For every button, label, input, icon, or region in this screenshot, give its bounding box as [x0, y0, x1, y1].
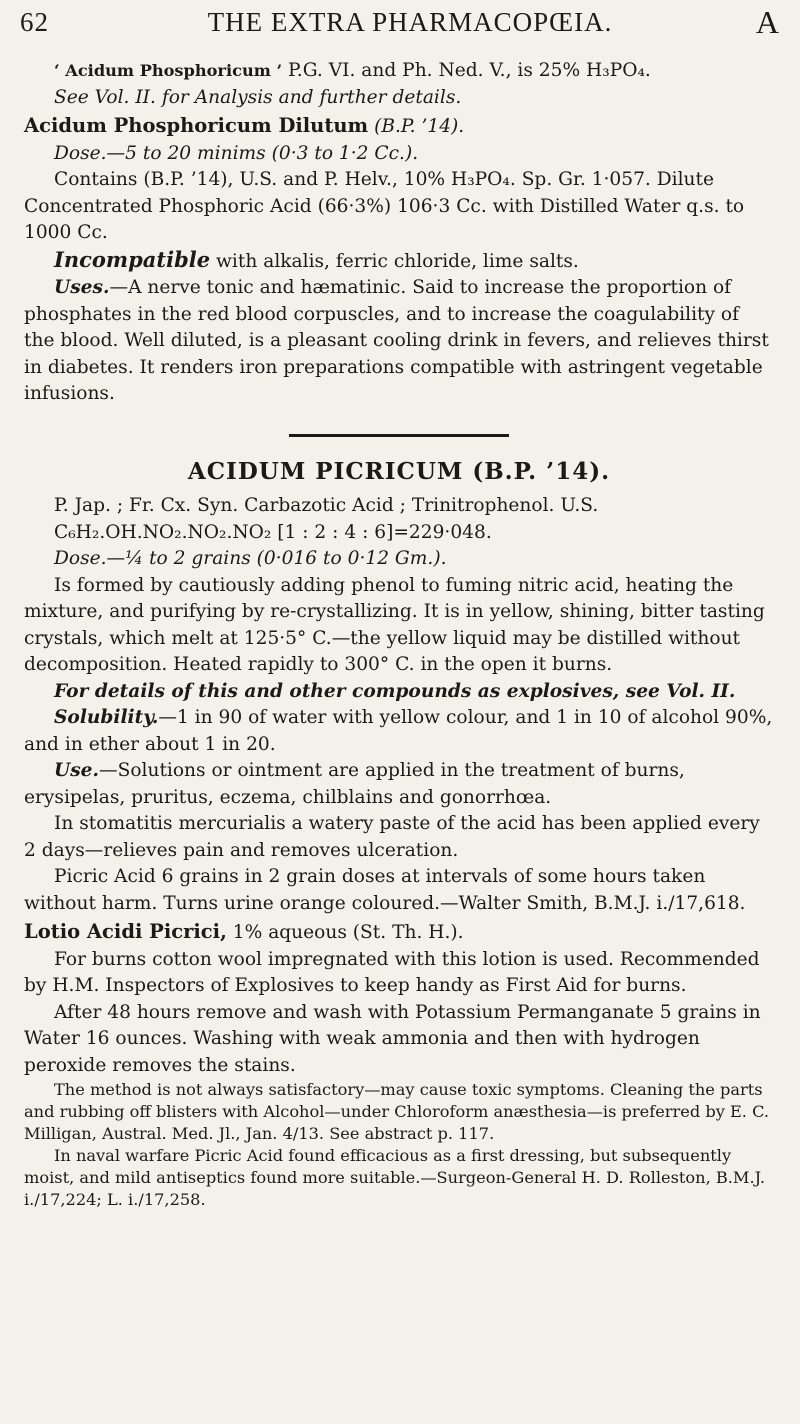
lotio-burns: For burns cotton wool impregnated with this lotion is used. Recommended by H.M. Inspectors of Explosives to keep handy as First Aid for burns.: [24, 948, 760, 996]
acidum-phos-dil-source: (B.P. ’14).: [368, 116, 465, 137]
lotio-text: 1% aqueous (St. Th. H.).: [226, 922, 464, 943]
use-label: Use.: [54, 760, 99, 781]
acidum-phos-dil-title: Acidum Phosphoricum Dilutum: [24, 114, 369, 137]
lotio-heading: [24, 919, 774, 947]
acidum-phos-dil-contains: Contains (B.P. ’14), U.S. and P. Helv., 10% H₃PO₄. Sp. Gr. 1·057. Dilute Concentrated Phosphoric Acid (66·3%) 106·3 Cc. with Distilled Water q.s. to 1000 Cc.: [24, 169, 745, 243]
lotio-method: The method is not always satisfactory—may cause toxic symptoms. Cleaning the parts and rubbing off blisters with Alcohol—under Chloroform anæsthesia—is preferred by E. C. Milligan, Austral. Med. Jl., Jan. 4/13. See abstract p. 117.: [24, 1080, 770, 1143]
acidum-phos-dil-heading: [24, 113, 774, 141]
acidum-phos-see: See Vol. II. for Analysis and further details.: [54, 86, 462, 108]
uses-text: —A nerve tonic and hæmatinic. Said to increase the proportion of phosphates in the red blood corpuscles, and to increase the coagulability of the blood. Well diluted, is a pleasant cooling drink in fevers, and relieves thirst in diabetes. It renders iron preparations compatible with astringent vegetable infusions.: [24, 277, 769, 404]
acidum-picricum-details: For details of this and other compounds as explosives, see Vol. II.: [54, 680, 736, 702]
acidum-picricum-dose: Dose.—¼ to 2 grains (0·016 to 0·12 Gm.).: [54, 548, 447, 569]
running-title: THE EXTRA PHARMACOPŒIA.: [207, 6, 613, 37]
acidum-picricum-solubility: [24, 705, 774, 758]
acidum-picricum-formation: Is formed by cautiously adding phenol to fuming nitric acid, heating the mixture, and purifying by re-crystallizing. It is in yellow, shining, bitter tasting crystals, which melt at 125·5° C.—the yellow liquid may be distilled without decomposition. Heated rapidly to 300° C. in the open it burns.: [24, 574, 765, 675]
use-text: —Solutions or ointment are applied in the treatment of burns, erysipelas, pruritus, eczema, chilblains and gonorrhœa.: [24, 760, 685, 808]
acidum-picricum-heading: ACIDUM PICRICUM (B.P. ’14).: [187, 457, 611, 485]
acidum-phos-text: P.G. VI. and Ph. Ned. V., is 25% H₃PO₄.: [282, 60, 651, 81]
acidum-phos-dil-uses: [24, 275, 774, 408]
section-letter: A: [755, 3, 780, 40]
acidum-phos-name: ‘ Acidum Phosphoricum ’: [54, 61, 283, 80]
lotio-naval: In naval warfare Picric Acid found efficacious as a first dressing, but subsequently moist, and mild antiseptics found more suitable.—Surgeon-General H. D. Rolleston, B.M.J. i./17,224; L. i./17,258.: [24, 1146, 765, 1209]
page-body: [24, 58, 774, 1211]
acidum-picricum-use: [24, 758, 774, 811]
incompatible-text: with alkalis, ferric chloride, lime salts.: [210, 250, 579, 272]
acidum-picricum-synonyms: P. Jap. ; Fr. Cx. Syn. Carbazotic Acid ; Trinitrophenol. U.S.: [54, 495, 599, 516]
uses-label: Uses.: [54, 277, 110, 298]
acidum-picricum-stomatitis: In stomatitis mercurialis a watery paste of the acid has been applied every 2 days—relieves pain and removes ulceration.: [24, 813, 760, 861]
acidum-phos-dil-dose: Dose.—5 to 20 minims (0·3 to 1·2 Cc.).: [54, 142, 419, 164]
solubility-text: —1 in 90 of water with yellow colour, and 1 in 10 of alcohol 90%, and in ether about 1 in 20.: [24, 707, 773, 755]
section-divider: [289, 434, 509, 437]
lotio-after: After 48 hours remove and wash with Potassium Permanganate 5 grains in Water 16 ounces. Washing with weak ammonia and then with hydrogen peroxide removes the stains.: [24, 1001, 761, 1076]
acidum-phos-note: [24, 58, 774, 85]
solubility-label: Solubility.: [54, 707, 159, 728]
acidum-picricum-formula: C₆H₂.OH.NO₂.NO₂.NO₂ [1 : 2 : 4 : 6]=229·048.: [54, 521, 492, 543]
acidum-picricum-picric-dose: Picric Acid 6 grains in 2 grain doses at intervals of some hours taken without harm. Turns urine orange coloured.—Walter Smith, B.M.J. i./17,618.: [24, 866, 746, 914]
lotio-title: Lotio Acidi Picrici,: [24, 920, 227, 943]
page-number: 62: [20, 6, 49, 37]
page-header: [20, 2, 780, 42]
incompatible-label: Incompatible: [54, 246, 211, 272]
acidum-phos-dil-incompatible: [24, 247, 774, 276]
